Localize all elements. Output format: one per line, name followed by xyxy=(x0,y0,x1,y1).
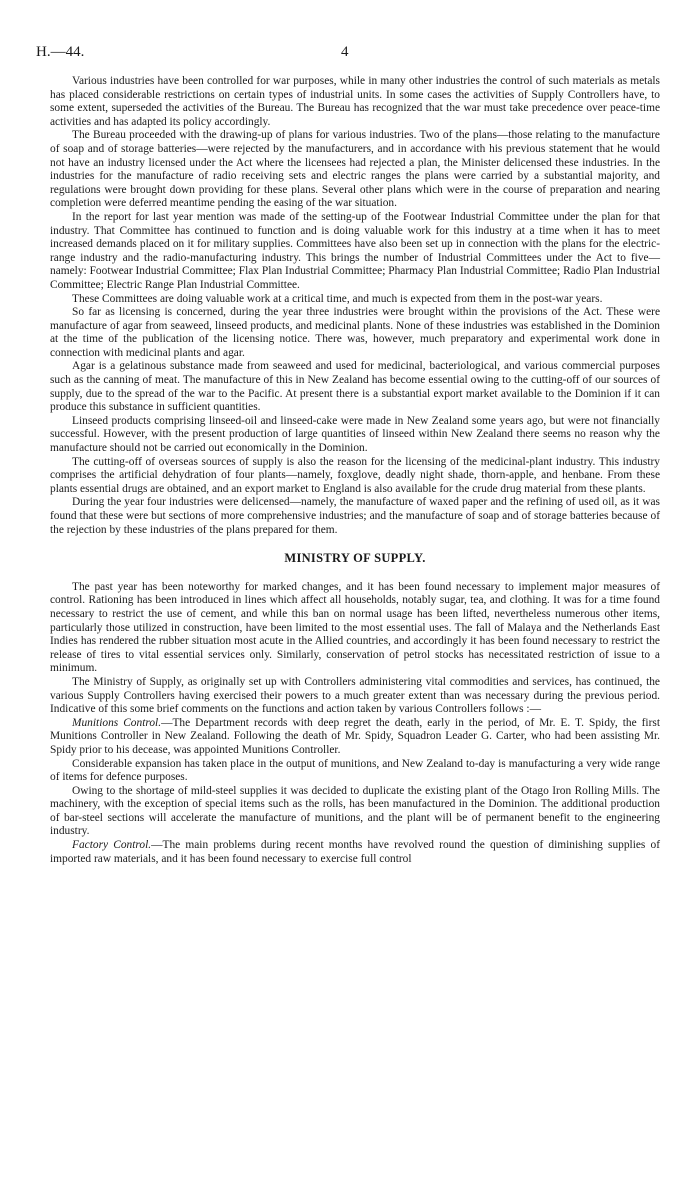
page-number: 4 xyxy=(341,44,349,60)
paragraph: The cutting-off of overseas sources of supply is also the reason for the licensing of the medicinal-plant industry. This industry comprises the artificial dehydration of four plants—namely, foxglove, deadly night shade, thorn-apple, and henbane. From these plants essential drugs are obtained, and an export market to England is also available for the crude drug material from these plants. xyxy=(50,455,660,495)
paragraph-text: Owing to the shortage of mild-steel supplies it was decided to duplicate the existing plant of the Otago Iron Rolling Mills. The machinery, with the exception of special items such as the rolls, has been manufactured in the Dominion. The additional production of bar-steel sections will accelerate the manufacture of munitions, and the plant will be of permanent benefit to the engineering industry. xyxy=(50,784,660,838)
paragraph: In the report for last year mention was made of the setting-up of the Footwear Industrial Committee under the plan for that industry. That Committee has continued to function and is doing valuable work for this industry at a time when it has to meet increased demands placed on it for military supplies. Committees have also been set up in connection with the plans for the electric-range industry and the radio-manufacturing industry. This brings the number of Industrial Committees under the Act to five—namely: Footwear Industrial Committee; Flax Plan Industrial Committee; Pharmacy Plan Industrial Committee; Radio Plan Industrial Committee; Electric Range Plan Industrial Committee. xyxy=(50,210,660,291)
paragraph: These Committees are doing valuable work at a critical time, and much is expected from them in the post-war years. xyxy=(72,292,603,305)
paragraph xyxy=(50,785,660,839)
paragraph: So far as licensing is concerned, during the year three industries were brought within the provisions of the Act. These were manufacture of agar from seaweed, linseed products, and medicinal plants. None of these industries was established in the Dominion at the time of the publication of the licensing notice. There was, however, much preparatory and experimental work done in connection with medicinal plants and agar. xyxy=(50,306,660,359)
paragraph xyxy=(50,581,660,676)
paragraph-text: The past year has been noteworthy for marked changes, and it has been found necessary to implement major measures of control. Rationing has been introduced in lines which affect all households, notably sugar, tea, and clothing. It was for a time found necessary to restrict the use of cement, and while this ban on normal usage has been lifted, nevertheless numerous other items, particularly those utilized in construction, have been limited to the most essential uses. The fall of Malaya and the Netherlands East Indies has rendered the rubber situation most acute in the Allied countries, and accordingly it has been found necessary to restrict the release of tires to vital essential services only. Similarly, conservation of petrol stocks has necessitated restriction of issue to a minimum. xyxy=(50,580,660,675)
paragraph-lead: Munitions Control. xyxy=(72,716,162,729)
paragraph: Various industries have been controlled for war purposes, while in many other industries the control of such materials as metals has placed considerable restrictions on certain types of industrial units. In some cases the activities of Supply Controllers have, to some extent, superseded the activities of the Bureau. The Bureau has recognized that the war must take precedence over peace-time activities and has adapted its policy accordingly. xyxy=(50,75,660,128)
section-heading: MINISTRY OF SUPPLY. xyxy=(284,551,426,566)
paragraph-text: Considerable expansion has taken place in the output of munitions, and New Zealand to-day is manufacturing a very wide range of items for defence purposes. xyxy=(50,757,660,784)
paragraph xyxy=(50,839,660,866)
paragraph: The Bureau proceeded with the drawing-up of plans for various industries. Two of the plans—those relating to the manufacture of soap and of storage batteries—were rejected by the manufacturers, and in accordance with his previous statement that he would not have an industry licensed under the Act where the licensees had rejected a plan, the Minister delicensed these industries. In the industries for the manufacture of radio receiving sets and electric ranges the plans were carried by a substantial majority, and regulations were brought down providing for these plans. Several other plans which were in the course of preparation and nearing completion were deferred meantime pending the easing of the war situation. xyxy=(50,129,660,210)
paragraph: During the year four industries were delicensed—namely, the manufacture of waxed paper and the refining of used oil, as it was found that these were but sections of more comprehensive industries; and the manufacture of soap and of storage batteries because of the rejection by these industries of the plans prepared for them. xyxy=(50,496,660,536)
paragraph: Agar is a gelatinous substance made from seaweed and used for medicinal, bacteriological, and various commercial purposes such as the canning of meat. The manufacture of this in New Zealand has become essential owing to the cutting-off of our sources of supply, due to the spread of the war to the Pacific. At present there is a substantial export market available to the Dominion if it can produce this substance in sufficient quantities. xyxy=(50,360,660,414)
paragraph-text: —The Department records with deep regret the death, early in the period, of Mr. E. T. Spidy, the first Munitions Controller in New Zealand. Following the death of Mr. Spidy, Squadron Leader G. Carter, who had been assisting Mr. Spidy prior to his decease, was appointed Munitions Controller. xyxy=(50,716,660,756)
page-header xyxy=(36,44,664,64)
document-body xyxy=(50,75,660,866)
document-reference: H.—44. xyxy=(36,44,85,60)
paragraph-lead: Factory Control. xyxy=(72,839,152,852)
paragraph xyxy=(50,717,660,758)
paragraph xyxy=(50,758,660,785)
paragraph xyxy=(50,676,660,717)
paragraph-text: The Ministry of Supply, as originally set up with Controllers administering vital commodities and services, has continued, the various Supply Controllers having exercised their powers to a much greater extent than was necessary during the previous period. Indicative of this some brief comments on the functions and action taken by various Controllers follows :— xyxy=(50,675,660,716)
paragraph-text: —The main problems during recent months have revolved round the question of diminishing supplies of imported raw materials, and it has been found necessary to exercise full control xyxy=(50,839,661,865)
paragraph: Linseed products comprising linseed-oil and linseed-cake were made in New Zealand some years ago, but were not financially successful. However, with the present production of large quantities of linseed within New Zealand there seems no reason why the manufacture should not be carried out economically in the Dominion. xyxy=(50,414,660,455)
